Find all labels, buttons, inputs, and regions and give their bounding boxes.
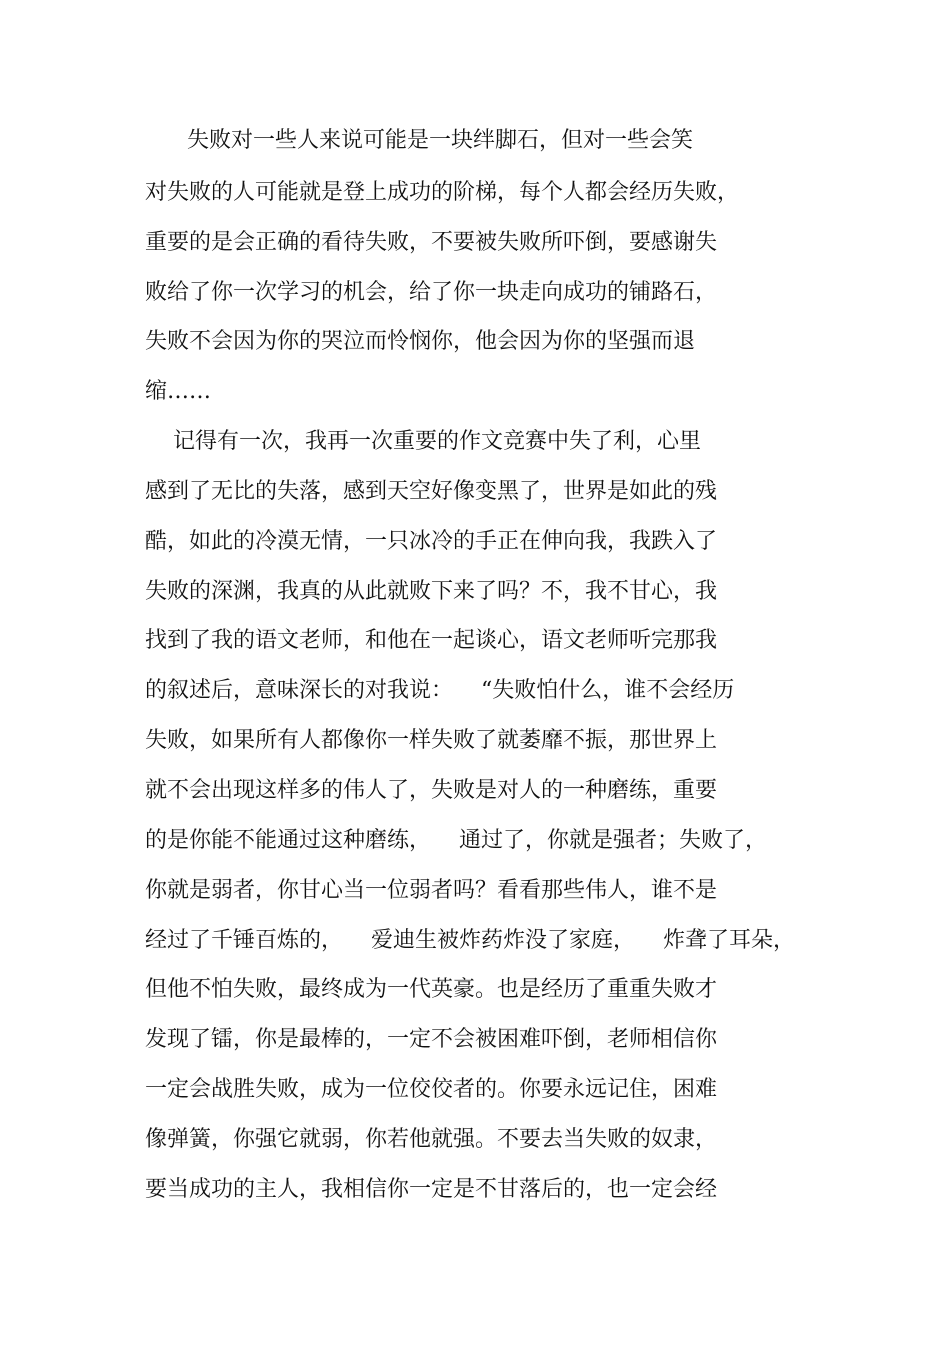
paragraph-2-line-14: 一定会战胜失败，成为一位佼佼者的。你要永远记住，困难 <box>145 1077 718 1102</box>
paragraph-2-line-1: 记得有一次，我再一次重要的作文竞赛中失了利，心里 <box>145 429 701 454</box>
paragraph-2-line-13: 发现了镭，你是最棒的，一定不会被困难吓倒，老师相信你 <box>145 1027 718 1052</box>
paragraph-1-line-6: 缩…… <box>145 379 212 404</box>
paragraph-2-line-8: 就不会出现这样多的伟人了，失败是对人的一种磨练，重要 <box>145 778 718 803</box>
paragraph-2-line-9: 的是你能不能通过这种磨练， 通过了，你就是强者；失败了， <box>145 828 767 853</box>
paragraph-2-line-6: 的叙述后，意味深长的对我说： “失败怕什么，谁不会经历 <box>145 678 735 703</box>
paragraph-2-line-10: 你就是弱者，你甘心当一位弱者吗？看看那些伟人，谁不是 <box>145 878 718 903</box>
paragraph-2-line-3: 酷，如此的冷漠无情，一只冰冷的手正在伸向我，我跌入了 <box>145 529 718 554</box>
paragraph-1-line-1: 失败对一些人来说可能是一块绊脚石，但对一些会笑 <box>145 128 693 153</box>
paragraph-2-line-5: 找到了我的语文老师，和他在一起谈心，语文老师听完那我 <box>145 628 718 653</box>
paragraph-1-line-3: 重要的是会正确的看待失败，不要被失败所吓倒，要感谢失 <box>145 230 718 255</box>
paragraph-1-line-2: 对失败的人可能就是登上成功的阶梯，每个人都会经历失败， <box>145 180 740 205</box>
paragraph-2-line-11: 经过了千锤百炼的， 爱迪生被炸药炸没了家庭， 炸聋了耳朵， <box>145 928 795 953</box>
paragraph-2-line-12: 但他不怕失败，最终成为一代英豪。也是经历了重重失败才 <box>145 977 718 1002</box>
paragraph-2-line-7: 失败，如果所有人都像你一样失败了就萎靡不振，那世界上 <box>145 728 718 753</box>
paragraph-1-line-5: 失败不会因为你的哭泣而怜悯你，他会因为你的坚强而退 <box>145 329 696 354</box>
paragraph-2-line-16: 要当成功的主人，我相信你一定是不甘落后的，也一定会经 <box>145 1177 718 1202</box>
paragraph-1-line-4: 败给了你一次学习的机会，给了你一块走向成功的铺路石， <box>145 280 718 305</box>
paragraph-2-line-2: 感到了无比的失落，感到天空好像变黑了，世界是如此的残 <box>145 479 718 504</box>
paragraph-2-line-15: 像弹簧，你强它就弱，你若他就强。不要去当失败的奴隶， <box>145 1127 718 1152</box>
paragraph-2-line-4: 失败的深渊，我真的从此就败下来了吗？不，我不甘心，我 <box>145 579 718 604</box>
